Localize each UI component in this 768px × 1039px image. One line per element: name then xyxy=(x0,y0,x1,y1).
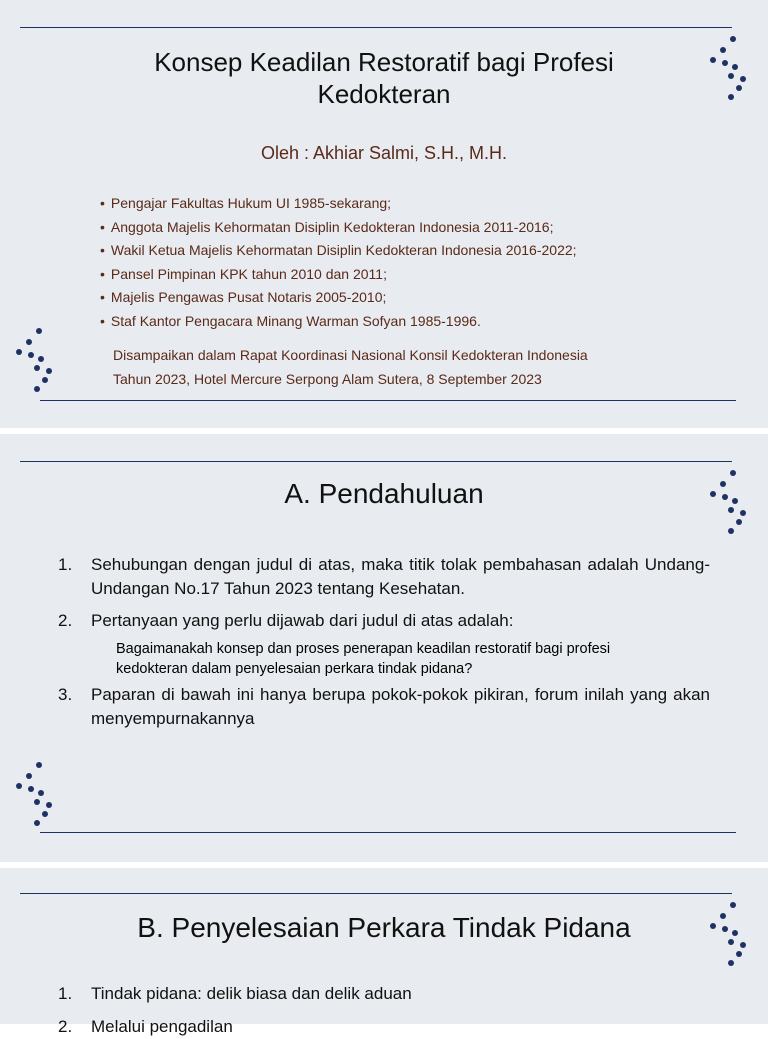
top-rule xyxy=(20,893,732,894)
author-line: Oleh : Akhiar Salmi, S.H., M.H. xyxy=(260,143,508,163)
list-number: 2. xyxy=(58,611,73,630)
dot-pattern-icon xyxy=(14,762,64,832)
credential-item: • Majelis Pengawas Pusat Notaris 2005-2010; xyxy=(100,286,577,310)
bottom-rule xyxy=(40,832,736,833)
slide-title xyxy=(0,0,768,428)
list-item-text: Pertanyaan yang perlu dijawab dari judul di atas adalah: xyxy=(91,611,514,630)
list-number: 1. xyxy=(58,984,73,1003)
list-number: 3. xyxy=(58,685,73,704)
section-heading: A. Pendahuluan xyxy=(284,478,484,509)
list-item-text: Sehubungan dengan judul di atas, maka titik tolak pembahasan adalah Undang-Undangan No.17 Tahun 2023 tentang Kesehatan. xyxy=(91,555,710,598)
section-heading: B. Penyelesaian Perkara Tindak Pidana xyxy=(137,912,631,943)
list-item-text: Tindak pidana: delik biasa dan delik aduan xyxy=(91,984,412,1003)
credential-item: • Pansel Pimpinan KPK tahun 2010 dan 2011; xyxy=(100,263,577,287)
list-item xyxy=(58,982,710,1006)
dot-pattern-icon xyxy=(14,328,64,398)
credential-item: • Pengajar Fakultas Hukum UI 1985-sekarang; xyxy=(100,192,577,216)
slide-pendahuluan xyxy=(0,434,768,862)
list-item-text: Paparan di bawah ini hanya berupa pokok-pokok pikiran, forum inilah yang akan menyempurnakannya xyxy=(91,685,710,728)
list-item xyxy=(58,609,710,633)
credential-item: • Staf Kantor Pengacara Minang Warman Sofyan 1985-1996. xyxy=(100,310,577,334)
bottom-rule xyxy=(40,400,736,401)
credentials-list xyxy=(100,192,577,333)
list-number: 1. xyxy=(58,555,73,574)
presentation-note xyxy=(113,343,673,391)
list-item-text: Melalui pengadilan xyxy=(91,1017,233,1036)
sub-question-text: Bagaimanakah konsep dan proses penerapan keadilan restoratif bagi profesi kedokteran dalam penyelesaian perkara tindak pidana? xyxy=(116,641,611,677)
credential-item: • Wakil Ketua Majelis Kehormatan Disiplin Kedokteran Indonesia 2016-2022; xyxy=(100,239,577,263)
credential-item: • Anggota Majelis Kehormatan Disiplin Kedokteran Indonesia 2011-2016; xyxy=(100,216,577,240)
list-item xyxy=(58,553,710,601)
sub-question xyxy=(58,639,668,679)
top-rule xyxy=(20,461,732,462)
list-item xyxy=(58,683,710,731)
slide-title-text xyxy=(40,46,728,110)
top-rule xyxy=(20,27,732,28)
list-item xyxy=(58,1015,710,1039)
slide-penyelesaian xyxy=(0,868,768,1036)
presentation-note-line-1: Disampaikan dalam Rapat Koordinasi Nasional Konsil Kedokteran Indonesia xyxy=(113,347,588,363)
title-line-2: Kedokteran xyxy=(317,79,451,109)
presentation-note-line-2: Tahun 2023, Hotel Mercure Serpong Alam Sutera, 8 September 2023 xyxy=(113,371,542,387)
title-line-1: Konsep Keadilan Restoratif bagi Profesi xyxy=(154,47,614,77)
list-number: 2. xyxy=(58,1017,73,1036)
